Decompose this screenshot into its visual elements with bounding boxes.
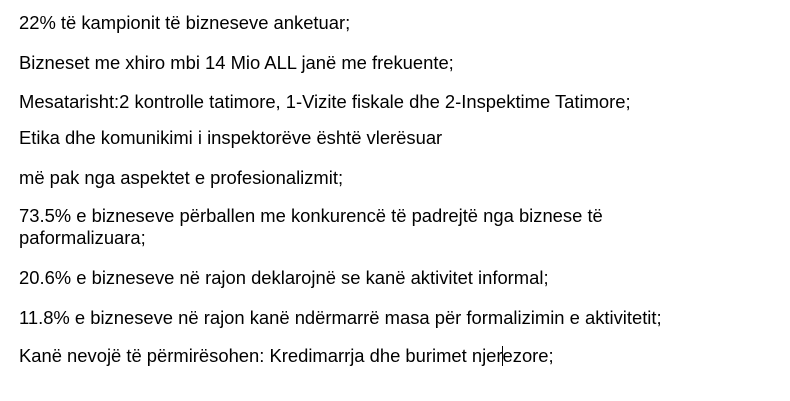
paragraph-8: 11.8% e bizneseve në rajon kanë ndërmarrë masa për formalizimin e aktivitetit; [19, 307, 662, 328]
paragraph-9-text-before-cursor: Kanë nevojë të përmirësohen: Kredimarrja dhe burimet njer [19, 345, 503, 366]
paragraph-9-text-after-cursor: ezore; [502, 345, 554, 366]
paragraph-3: Mesatarisht:2 kontrolle tatimore, 1-Vizite fiskale dhe 2-Inspektime Tatimore; [19, 91, 631, 112]
paragraph-7: 20.6% e bizneseve në rajon deklarojnë se kanë aktivitet informal; [19, 267, 549, 288]
paragraph-2: Bizneset me xhiro mbi 14 Mio ALL janë me frekuente; [19, 52, 454, 73]
paragraph-5: më pak nga aspektet e profesionalizmit; [19, 167, 344, 188]
paragraph-4: Etika dhe komunikimi i inspektorëve është vlerësuar [19, 127, 443, 148]
paragraph-9 [19, 345, 554, 367]
paragraph-6: 73.5% e bizneseve përballen me konkurencë të padrejtë nga biznese të paformalizuara; [19, 205, 603, 248]
paragraph-1: 22% të kampionit të bizneseve anketuar; [19, 12, 351, 33]
